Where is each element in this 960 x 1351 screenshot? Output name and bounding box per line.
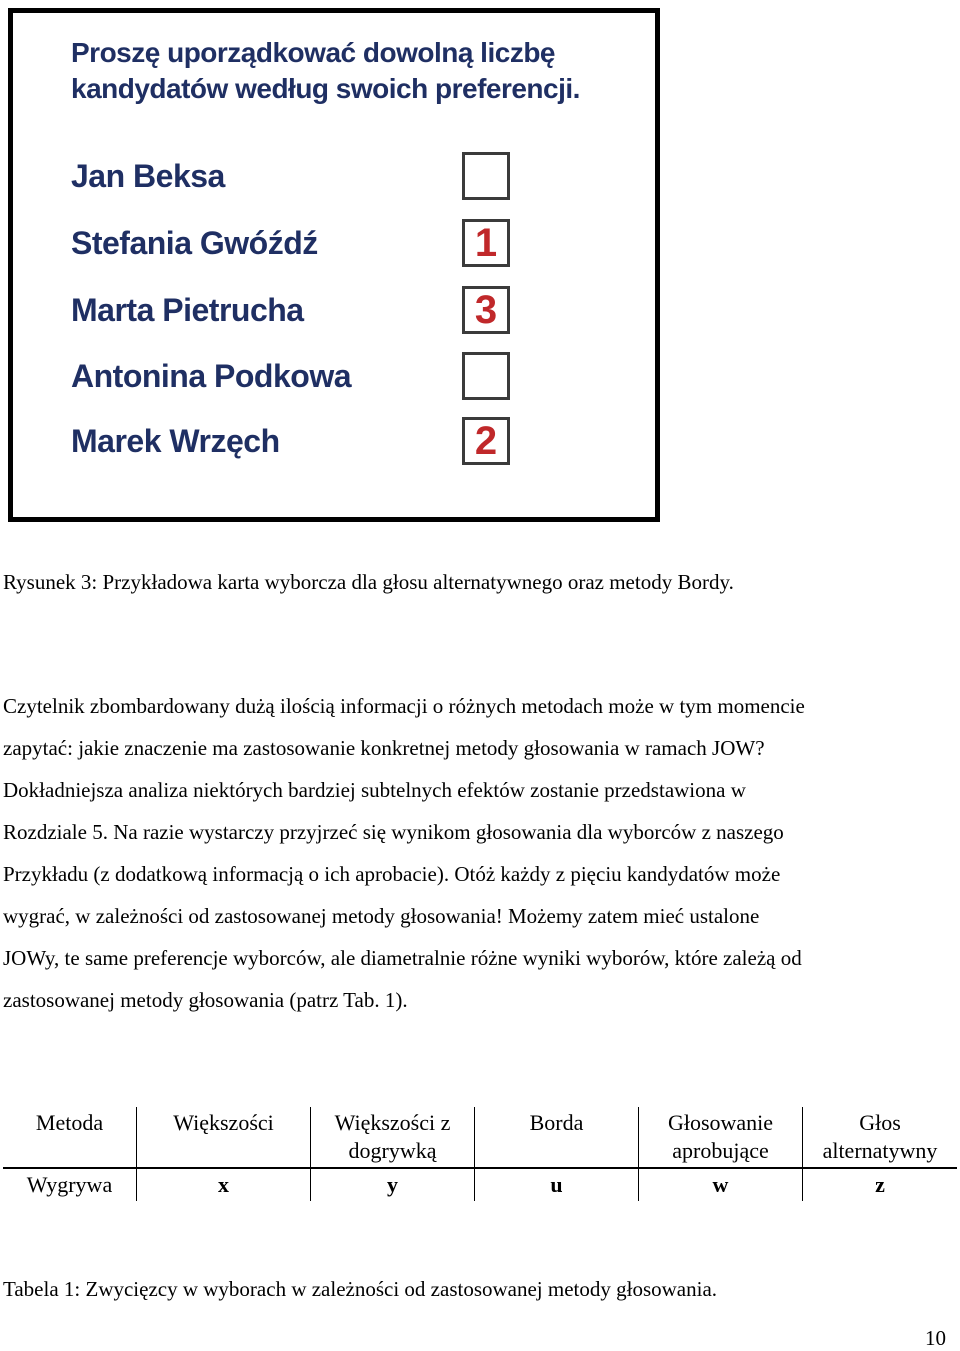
table-header-cell: Większości — [137, 1107, 311, 1168]
ballot-row-stefania-gwozdz — [71, 219, 511, 269]
ballot-instruction — [71, 35, 580, 107]
paragraph-line: zastosowanej metody głosowania (patrz Tab. 1). — [3, 988, 408, 1012]
paragraph-line: Dokładniejsza analiza niektórych bardziej subtelnych efektów zostanie przedstawiona w — [3, 778, 746, 802]
figure-caption: Rysunek 3: Przykładowa karta wyborcza dla głosu alternatywnego oraz metody Bordy. — [3, 570, 734, 594]
paragraph-line: Przykładu (z dodatkową informacją o ich aprobacie). Otóż każdy z pięciu kandydatów może — [3, 862, 781, 886]
candidate-name: Marek Wrzęch — [71, 423, 280, 459]
paragraph-line: wygrać, w zależności od zastosowanej metody głosowania! Możemy zatem mieć ustalone — [3, 904, 760, 928]
results-table — [3, 1107, 957, 1201]
ballot-row-antonina-podkowa — [71, 352, 511, 402]
table-cell: x — [137, 1168, 311, 1201]
table-row — [3, 1168, 957, 1201]
table-cell: u — [475, 1168, 639, 1201]
ballot-row-marek-wrzech — [71, 417, 511, 467]
table-caption: Tabela 1: Zwycięzcy w wyborach w zależności od zastosowanej metody głosowania. — [3, 1277, 718, 1301]
table-cell: z — [803, 1168, 958, 1201]
candidate-name: Marta Pietrucha — [71, 292, 304, 328]
ballot-instruction-line-2: kandydatów według swoich preferencji. — [71, 73, 580, 104]
ballot-row-marta-pietrucha — [71, 286, 511, 336]
table-header-row — [3, 1107, 957, 1168]
table-cell: w — [639, 1168, 803, 1201]
paragraph-line: Czytelnik zbombardowany dużą ilością informacji o różnych metodach może w tym momencie — [3, 694, 805, 718]
table-header-cell: Metoda — [3, 1107, 137, 1168]
rank-box — [462, 152, 510, 200]
candidate-name: Stefania Gwóźdź — [71, 225, 318, 261]
table-header-cell: Głos alternatywny — [803, 1107, 958, 1168]
table-header-cell: Borda — [475, 1107, 639, 1168]
rank-box: 2 — [462, 417, 510, 465]
table-row-label: Wygrywa — [26, 1172, 113, 1197]
rank-box — [462, 352, 510, 400]
table-header-cell: Głosowanie aprobujące — [639, 1107, 803, 1168]
table-header-cell: Większości z dogrywką — [311, 1107, 475, 1168]
paragraph-line: Rozdziale 5. Na razie wystarczy przyjrzeć się wynikom głosowania dla wyborców z naszego — [3, 820, 784, 844]
ballot-row-jan-beksa — [71, 152, 511, 202]
ballot-instruction-line-1: Proszę uporządkować dowolną liczbę — [71, 37, 555, 68]
paragraph-line: zapytać: jakie znaczenie ma zastosowanie konkretnej metody głosowania w ramach JOW? — [3, 736, 765, 760]
candidate-name: Jan Beksa — [71, 158, 225, 194]
paragraph-line: JOWy, te same preferencje wyborców, ale diametralnie różne wyniki wyborów, które zależą od — [3, 946, 802, 970]
page-number: 10 — [925, 1326, 946, 1350]
rank-box: 3 — [462, 286, 510, 334]
rank-box: 1 — [462, 219, 510, 267]
ballot-figure — [8, 8, 660, 522]
candidate-name: Antonina Podkowa — [71, 358, 351, 394]
body-paragraph — [3, 685, 805, 1021]
table-cell: y — [311, 1168, 475, 1201]
